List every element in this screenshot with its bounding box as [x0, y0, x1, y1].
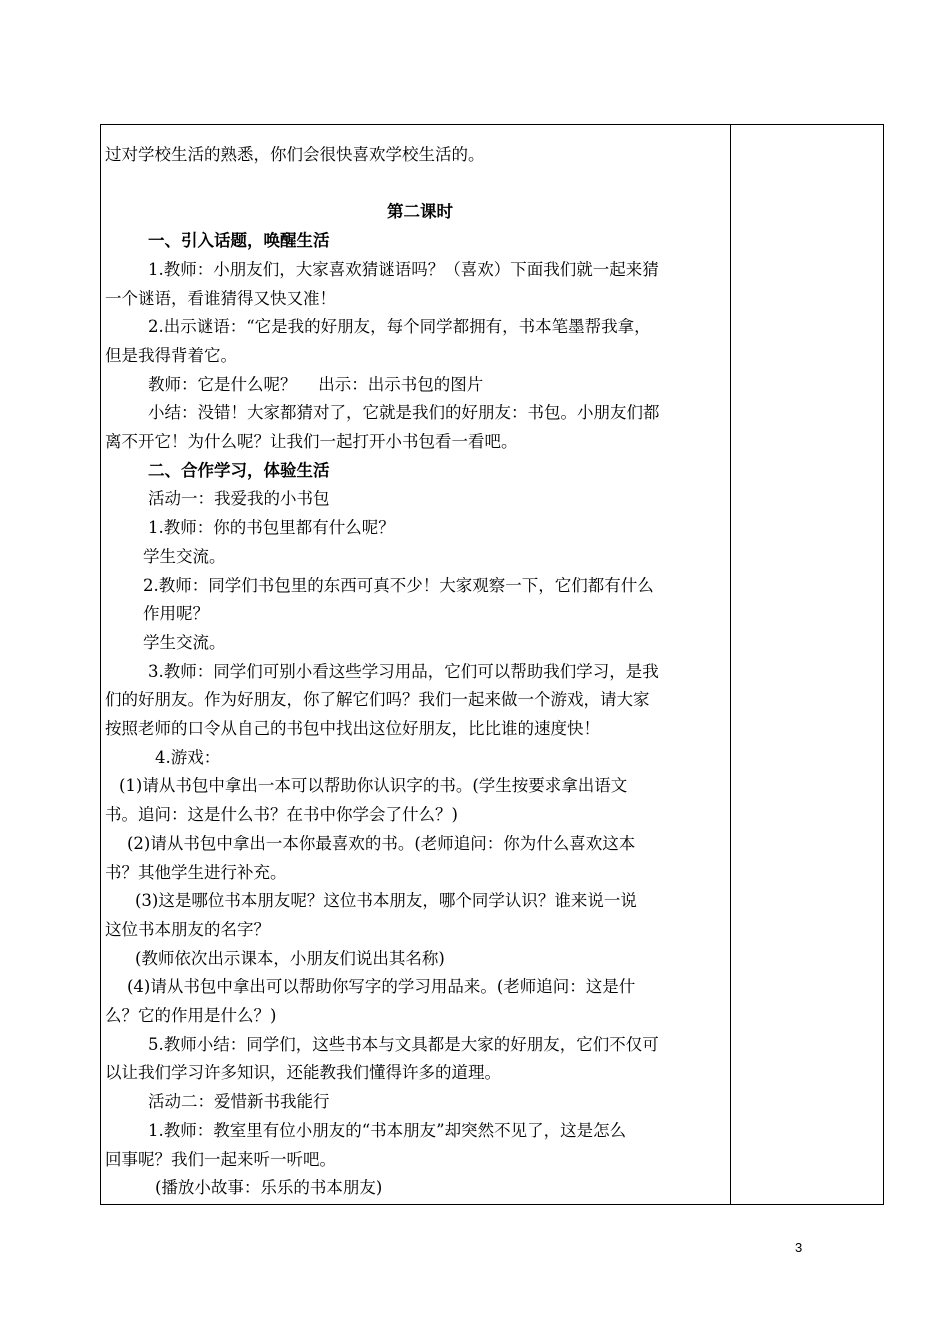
- text-line: 按照老师的口令从自己的书包中找出这位好朋友，比比谁的速度快！: [105, 719, 600, 739]
- text-line: 2.出示谜语：“它是我的好朋友，每个同学都拥有，书本笔墨帮我拿，: [148, 317, 651, 337]
- text-line: 3.教师：同学们可别小看这些学习用品，它们可以帮助我们学习，是我: [148, 661, 659, 681]
- text-line: 活动一：我爱我的小书包: [148, 489, 330, 509]
- text-line: 小结：没错！大家都猜对了，它就是我们的好朋友：书包。小朋友们都: [148, 403, 660, 423]
- text-line: 活动二：爱惜新书我能行: [148, 1092, 330, 1112]
- text-line: 1.教师：你的书包里都有什么呢？: [148, 518, 395, 538]
- blank-line: [105, 170, 725, 199]
- page-number: 3: [795, 1240, 803, 1255]
- text-line: 5.教师小结：同学们，这些书本与文具都是大家的好朋友，它们不仅可: [148, 1034, 659, 1054]
- text-line: 过对学校生活的熟悉，你们会很快喜欢学校生活的。: [105, 145, 485, 164]
- section-heading: 二、合作学习，体验生活: [148, 460, 330, 480]
- text-line: 回事呢？我们一起来听一听吧。: [105, 1149, 336, 1169]
- text-line: 4.游戏：: [155, 747, 221, 767]
- text-line: 学生交流。: [143, 632, 226, 652]
- table-column-divider: [730, 124, 731, 1205]
- text-line: 一个谜语，看谁猜得又快又准！: [105, 288, 336, 308]
- lesson-title: 第二课时: [387, 202, 453, 222]
- text-line: 离不开它！为什么呢？让我们一起打开小书包看一看吧。: [105, 432, 518, 452]
- text-line: 但是我得背着它。: [105, 345, 237, 365]
- text-line: 1.教师：教室里有位小朋友的“书本朋友”却突然不见了，这是怎么: [148, 1120, 627, 1140]
- text-line: (1)请从书包中拿出一本可以帮助你认识字的书。(学生按要求拿出语文: [119, 776, 628, 796]
- text-line: 书？其他学生进行补充。: [105, 862, 287, 882]
- text-line: (教师依次出示课本，小朋友们说出其名称): [135, 948, 445, 968]
- text-line: 学生交流。: [143, 546, 226, 566]
- text-line: 1.教师：小朋友们，大家喜欢猜谜语吗？（喜欢）下面我们就一起来猜: [148, 259, 659, 279]
- text-line: (播放小故事：乐乐的书本朋友): [155, 1178, 383, 1198]
- lesson-content: [105, 141, 725, 1203]
- section-heading: 一、引入话题，唤醒生活: [148, 231, 330, 251]
- text-line: 们的好朋友。作为好朋友，你了解它们吗？我们一起来做一个游戏，请大家: [105, 690, 650, 710]
- text-line: (4)请从书包中拿出可以帮助你写字的学习用品来。(老师追问：这是什: [127, 977, 636, 997]
- text-line: 么？它的作用是什么？): [105, 1006, 277, 1026]
- text-line: (2)请从书包中拿出一本你最喜欢的书。(老师追问：你为什么喜欢这本: [127, 833, 636, 853]
- text-line: 教师：它是什么呢？ 出示：出示书包的图片: [148, 374, 484, 394]
- text-line: 2.教师：同学们书包里的东西可真不少！大家观察一下，它们都有什么: [143, 575, 654, 595]
- text-line: 以让我们学习许多知识，还能教我们懂得许多的道理。: [105, 1063, 501, 1083]
- text-line: (3)这是哪位书本朋友呢？这位书本朋友，哪个同学认识？谁来说一说: [135, 891, 637, 911]
- text-line: 作用呢？: [143, 604, 209, 624]
- text-line: 这位书本朋友的名字？: [105, 919, 270, 939]
- text-line: 书。追问：这是什么书？在书中你学会了什么？): [105, 805, 458, 825]
